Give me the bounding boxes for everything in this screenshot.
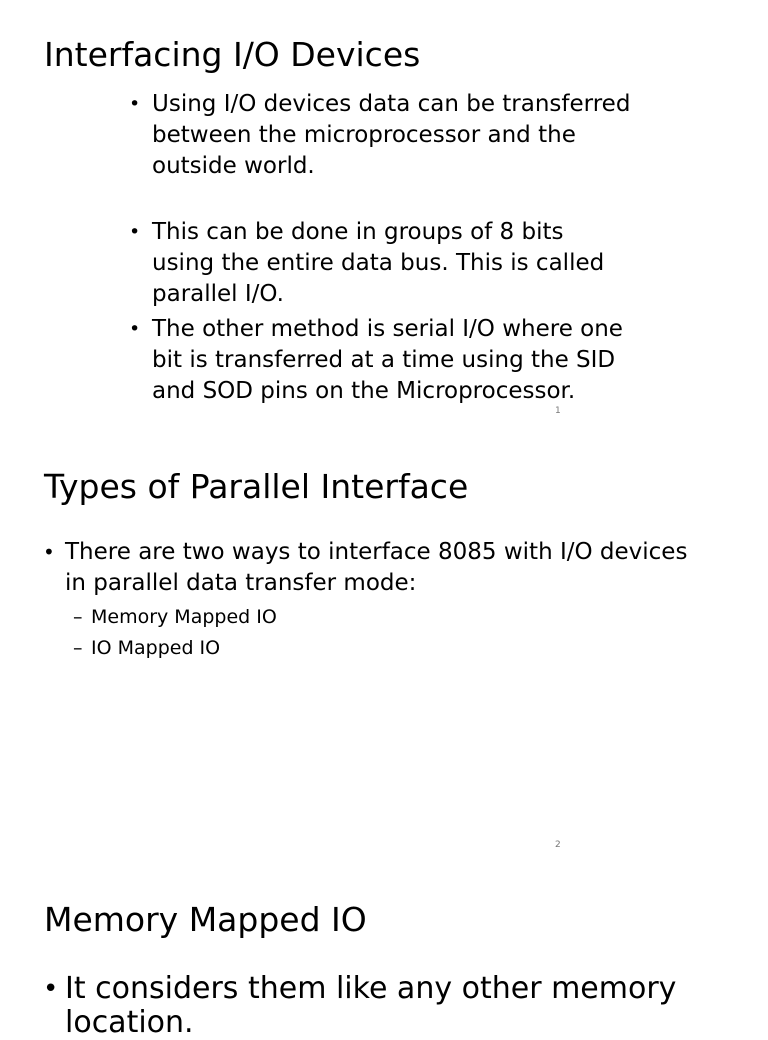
slide-title: Memory Mapped IO bbox=[44, 900, 367, 939]
dash-icon: – bbox=[73, 606, 83, 628]
bullet-text: Using I/O devices data can be transferred between the microprocessor and the outside world. bbox=[152, 91, 631, 179]
slide-title: Types of Parallel Interface bbox=[44, 467, 469, 506]
bullet-icon: • bbox=[43, 974, 59, 1004]
bullet-item bbox=[43, 971, 755, 1040]
bullet-text: There are two ways to interface 8085 with I/O devices in parallel data transfer mode: bbox=[65, 539, 688, 596]
bullet-icon: • bbox=[43, 540, 55, 564]
sub-bullet-text: IO Mapped IO bbox=[91, 637, 221, 659]
bullet-text: It considers them like any other memory location. bbox=[65, 971, 677, 1040]
bullet-text: The other method is serial I/O where one bit is transferred at a time using the SID and SOD pins on the Microprocessor. bbox=[152, 316, 623, 404]
bullet-icon: • bbox=[129, 221, 141, 243]
page-number: 1 bbox=[555, 406, 561, 416]
page-number: 2 bbox=[555, 840, 561, 850]
slide-title: Interfacing I/O Devices bbox=[44, 35, 421, 74]
bullet-icon: • bbox=[129, 318, 141, 340]
sub-bullet-text: Memory Mapped IO bbox=[91, 606, 277, 628]
dash-icon: – bbox=[73, 637, 83, 659]
bullet-text: This can be done in groups of 8 bits using the entire data bus. This is called parallel I/O. bbox=[152, 219, 605, 307]
bullet-icon: • bbox=[129, 93, 141, 115]
